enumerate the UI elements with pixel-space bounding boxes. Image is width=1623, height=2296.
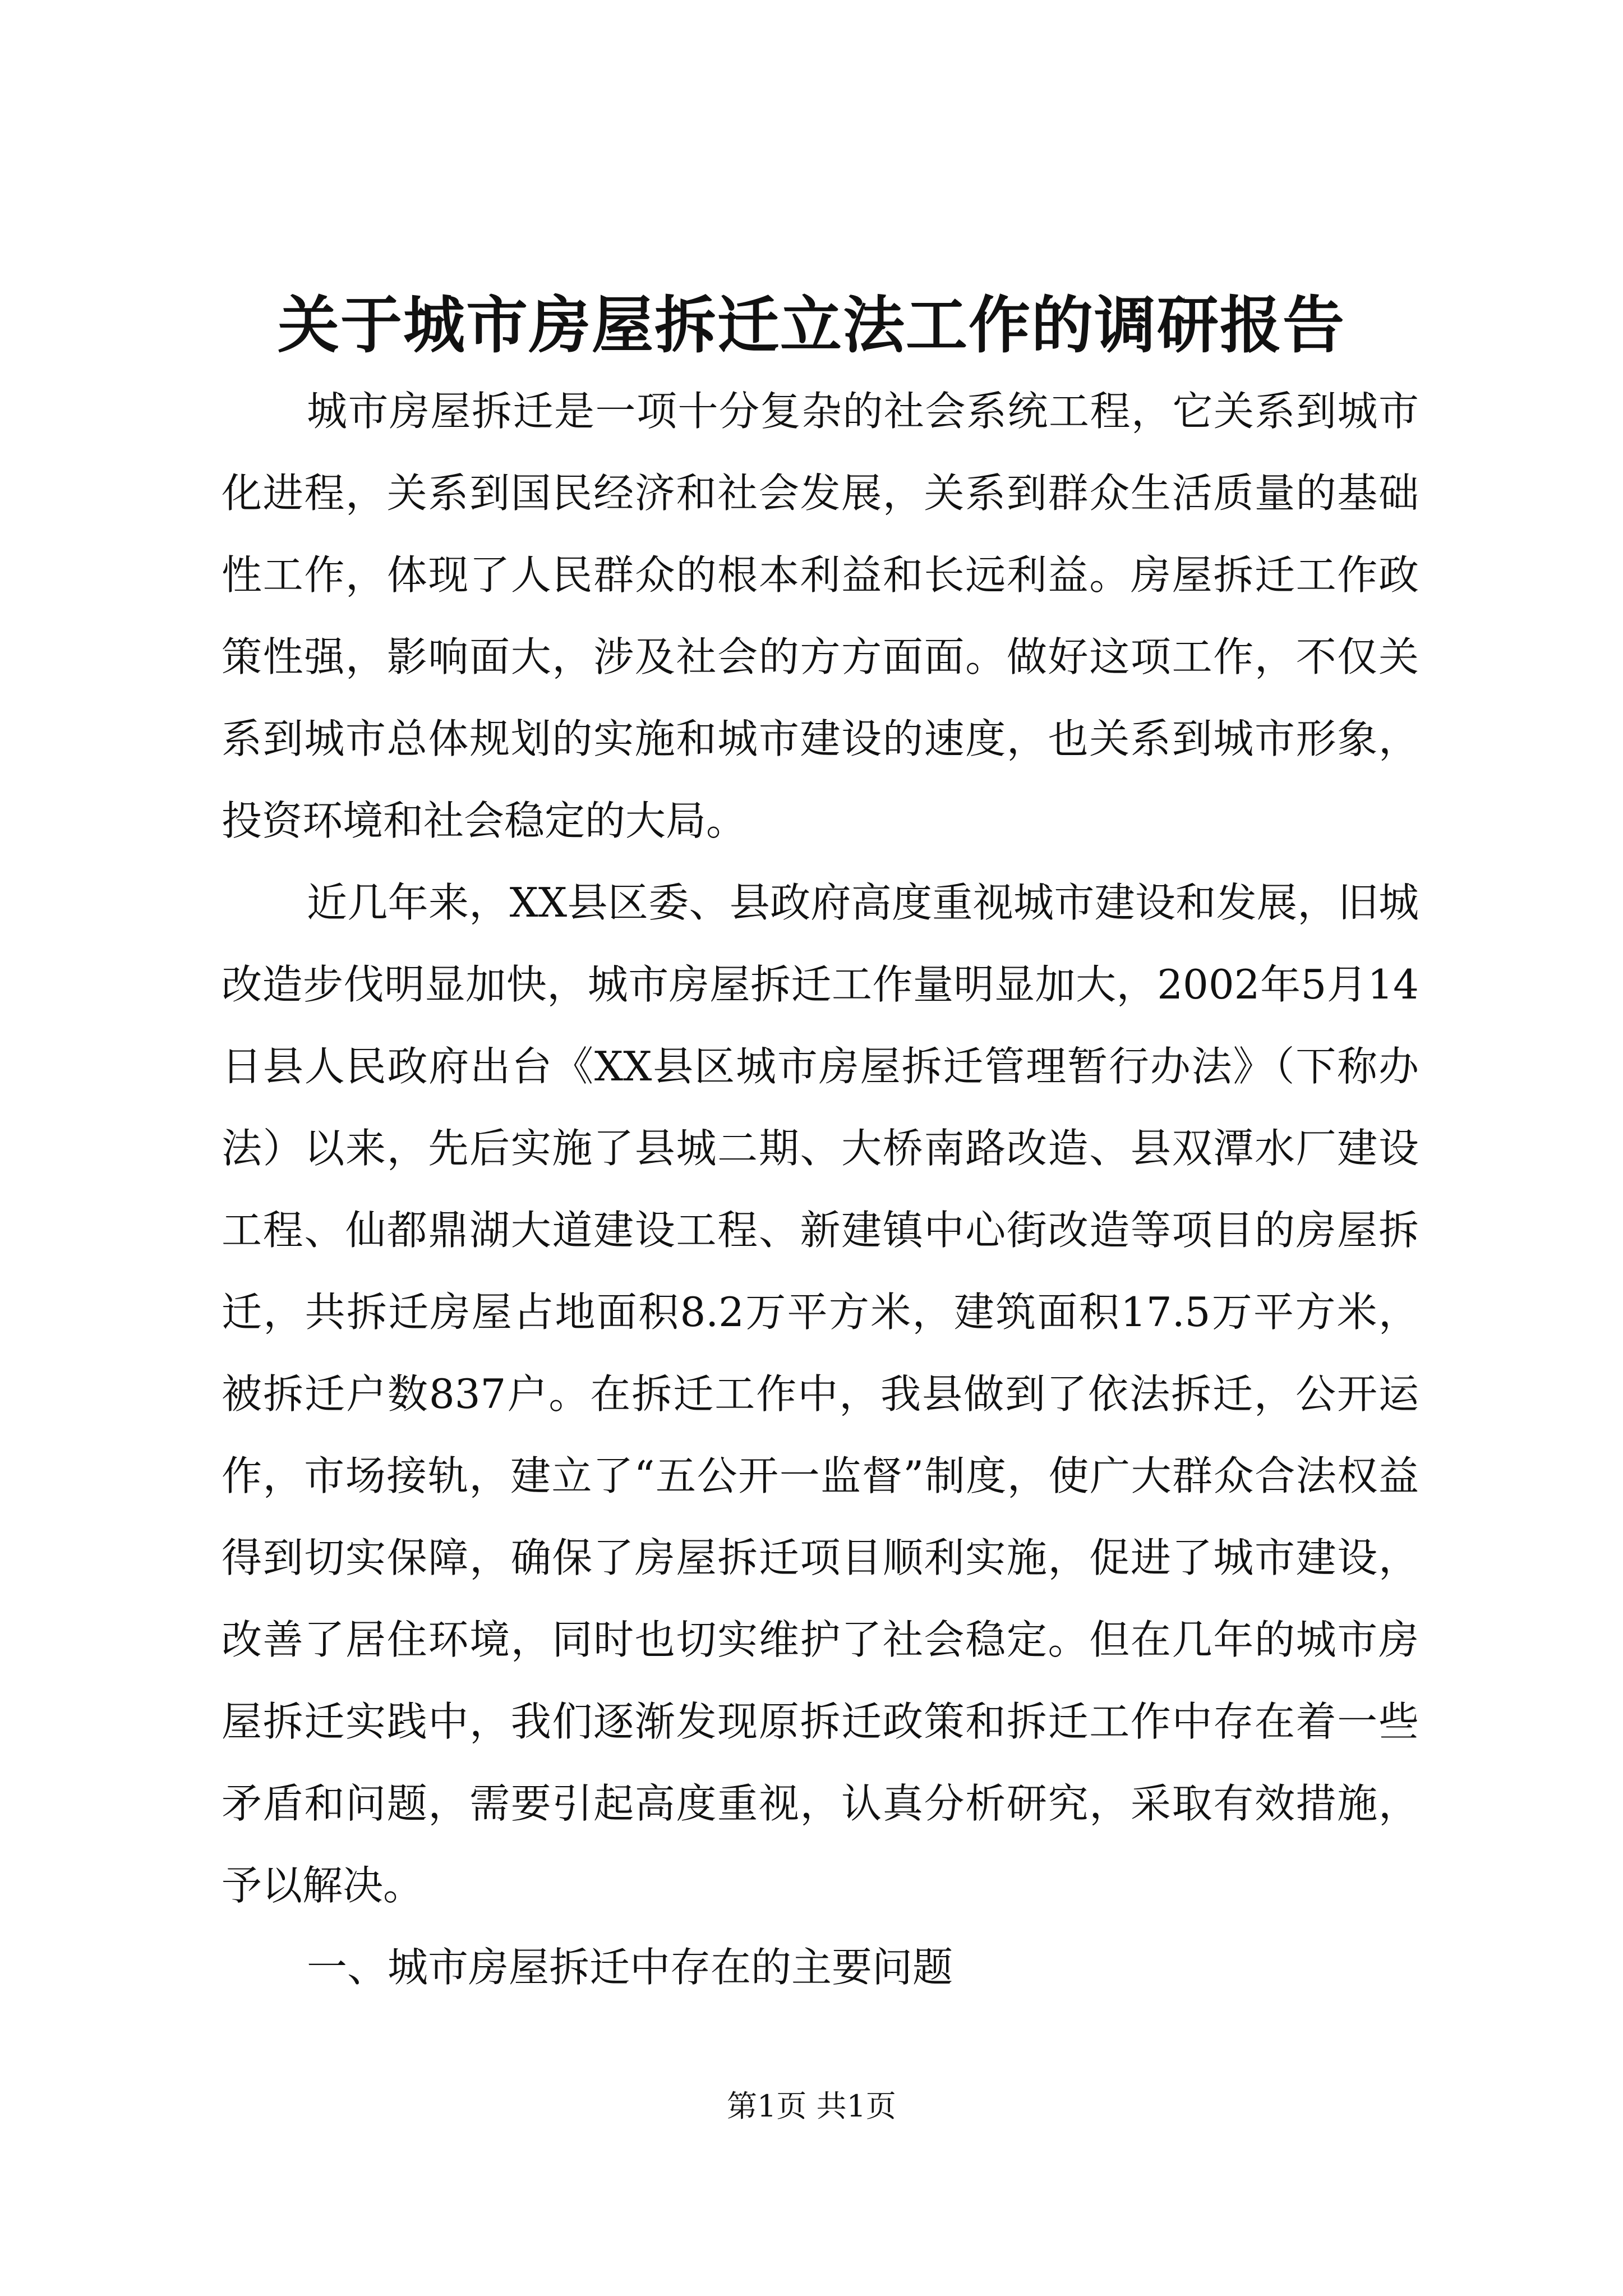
document-body [222,370,1419,2008]
page-number-footer: 第1页 共1页 [727,2088,896,2124]
section-heading: 一、城市房屋拆迁中存在的主要问题 [307,1944,953,1991]
paragraph-intro: 城市房屋拆迁是一项十分复杂的社会系统工程，它关系到城市化进程，关系到国民经济和社会发展，关系到群众生活质量的基础性工作，体现了人民群众的根本利益和长远利益。房屋拆迁工作政策性强，影响面大，涉及社会的方方面面。做好这项工作，不仅关系到城市总体规划的实施和城市建设的速度，也关系到城市形象，投资环境和社会稳定的大局。 [222,388,1419,844]
document-title: 关于城市房屋拆迁立法工作的调研报告 [278,289,1345,361]
paragraph-background: 近几年来，XX县区委、县政府高度重视城市建设和发展，旧城改造步伐明显加快，城市房屋拆迁工作量明显加大，2002年5月14日县人民政府出台《XX县区城市房屋拆迁管理暂行办法》（下称办法）以来，先后实施了县城二期、大桥南路改造、县双潭水厂建设工程、仙都鼎湖大道建设工程、新建镇中心街改造等项目的房屋拆迁，共拆迁房屋占地面积8.2万平方米，建筑面积17.5万平方米，被拆迁户数837户。在拆迁工作中，我县做到了依法拆迁，公开运作，市场接轨，建立了“五公开一监督”制度，使广大群众合法权益得到切实保障，确保了房屋拆迁项目顺利实施，促进了城市建设，改善了居住环境，同时也切实维护了社会稳定。但在几年的城市房屋拆迁实践中，我们逐渐发现原拆迁政策和拆迁工作中存在着一些矛盾和问题，需要引起高度重视，认真分析研究，采取有效措施，予以解决。 [222,879,1419,1909]
